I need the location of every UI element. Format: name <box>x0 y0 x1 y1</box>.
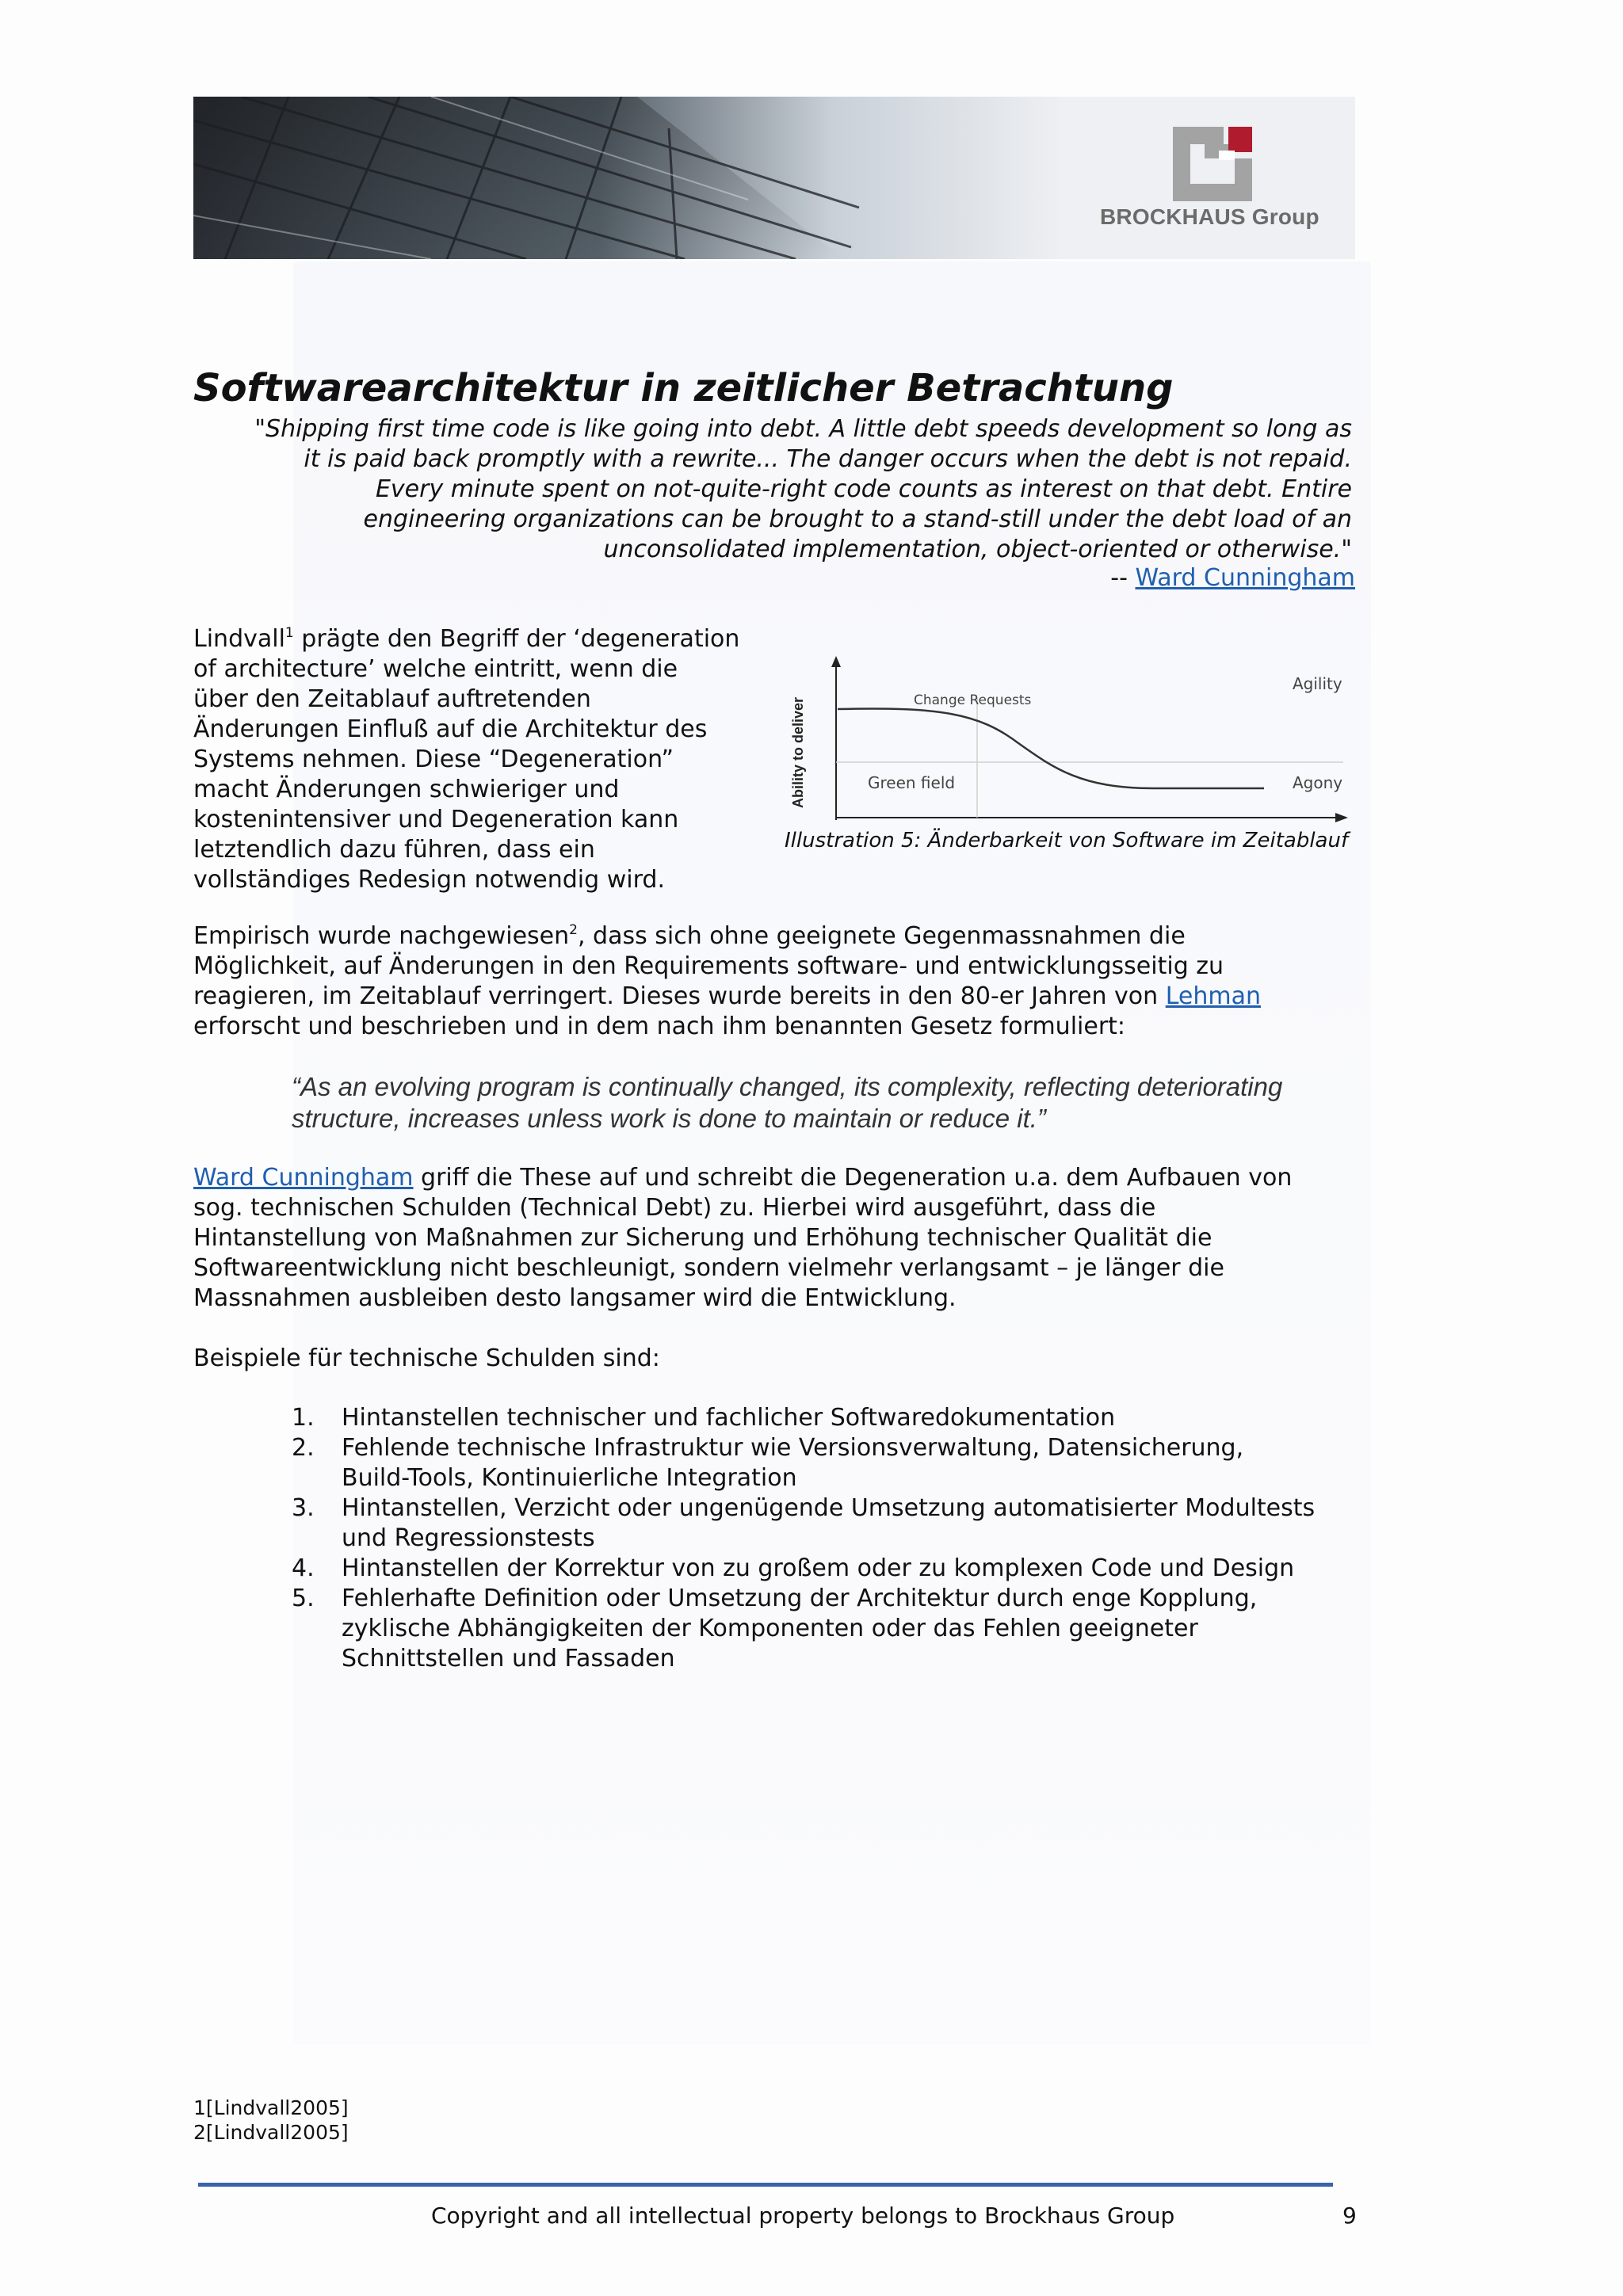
para3-line: Hintanstellung von Maßnahmen zur Sicherung und Erhöhung technischer Qualität die <box>193 1224 1212 1252</box>
paragraph-empirical <box>193 921 1261 1042</box>
para1-line: Systems nehmen. Diese “Degeneration” <box>193 746 674 773</box>
ward-cunningham-link[interactable]: Ward Cunningham <box>1135 564 1355 592</box>
list-item-line: Hintanstellen technischer und fachlicher Softwaredokumentation <box>342 1404 1116 1432</box>
quote-line: it is paid back promptly with a rewrite... The danger occurs when the debt is not repaid. <box>304 445 1352 473</box>
para1-line: über den Zeitablauf auftretenden <box>193 685 591 713</box>
para2-text: Empirisch wurde nachgewiesen <box>193 922 570 950</box>
para1-line: Änderungen Einfluß auf die Architektur des <box>193 715 708 743</box>
curve-label: Change Requests <box>914 692 1032 708</box>
para1-line: of architecture’ welche eintritt, wenn die <box>193 655 678 683</box>
attribution-prefix: -- <box>1110 564 1136 592</box>
list-item <box>292 1433 1315 1493</box>
agony-label: Agony <box>1293 773 1343 792</box>
agility-label: Agility <box>1293 674 1342 693</box>
list-item <box>292 1584 1315 1674</box>
quote-line: unconsolidated implementation, object-oriented or otherwise." <box>603 536 1352 563</box>
list-number: 3. <box>292 1494 315 1522</box>
footer-divider <box>198 2183 1333 2187</box>
list-item-line: Fehlerhafte Definition oder Umsetzung der Architektur durch enge Kopplung, <box>342 1585 1258 1612</box>
list-number: 2. <box>292 1434 315 1462</box>
intro-quote <box>193 414 1352 565</box>
examples-intro: Beispiele für technische Schulden sind: <box>193 1344 660 1372</box>
para3-line: Softwareentwicklung nicht beschleunigt, sondern vielmehr verlangsamt – je länger die <box>193 1254 1224 1282</box>
list-number: 4. <box>292 1554 315 1582</box>
y-axis-label: Ability to deliver <box>790 696 806 809</box>
para2-line: Möglichkeit, auf Änderungen in den Requirements software- und entwicklungsseitig zu <box>193 952 1224 980</box>
list-item-line: Fehlende technische Infrastruktur wie Versionsverwaltung, Datensicherung, <box>342 1434 1244 1462</box>
list-item-line: Build-Tools, Kontinuierliche Integration <box>342 1464 797 1492</box>
list-item-line: und Regressionstests <box>342 1524 595 1552</box>
para1-line: macht Änderungen schwieriger und <box>193 776 620 803</box>
agility-curve-diagram <box>781 650 1355 824</box>
footnote-ref-2[interactable]: 2 <box>569 922 578 938</box>
para1-line: letztendlich dazu führen, dass ein <box>193 836 595 864</box>
para3-line: sog. technischen Schulden (Technical Debt) zu. Hierbei wird ausgeführt, dass die <box>193 1194 1156 1222</box>
page-number: 9 <box>1342 2203 1357 2229</box>
lehman-link[interactable]: Lehman <box>1165 982 1261 1010</box>
footnote-ref-1[interactable]: 1 <box>285 625 294 641</box>
para2-line: erforscht und beschrieben und in dem nach ihm benannten Gesetz formuliert: <box>193 1013 1126 1040</box>
paragraph-technical-debt <box>193 1163 1292 1314</box>
quote-line: "Shipping first time code is like going into debt. A little debt speeds development so long as <box>254 415 1352 443</box>
lehman-quote-line: structure, increases unless work is done to maintain or reduce it.” <box>292 1104 1046 1133</box>
para2-text: , dass sich ohne geeignete Gegenmassnahmen die <box>577 922 1186 950</box>
list-item-line: Schnittstellen und Fassaden <box>342 1645 675 1672</box>
para3-line: Massnahmen ausbleiben desto langsamer wird die Entwicklung. <box>193 1284 957 1312</box>
copyright-notice: Copyright and all intellectual property belongs to Brockhaus Group <box>431 2203 1175 2229</box>
y-axis-arrow <box>831 656 841 667</box>
quote-attribution <box>193 564 1355 592</box>
page-title: Softwarearchitektur in zeitlicher Betrachtung <box>193 366 1174 410</box>
list-number: 5. <box>292 1585 315 1612</box>
x-axis-arrow <box>1335 813 1348 822</box>
list-item <box>292 1403 1315 1433</box>
para1-lead: Lindvall <box>193 625 285 653</box>
quote-line: engineering organizations can be brought to a stand-still under the debt load of an <box>363 505 1352 533</box>
lehman-quote-line: “As an evolving program is continually changed, its complexity, reflecting deteriorating <box>292 1072 1283 1101</box>
footnotes <box>193 2096 349 2145</box>
list-item-line: Hintanstellen, Verzicht oder ungenügende Umsetzung automatisierter Modultests <box>342 1494 1316 1522</box>
list-item-line: zyklische Abhängigkeiten der Komponenten oder das Fehlen geeigneter <box>342 1615 1198 1642</box>
technical-debt-list <box>292 1403 1315 1674</box>
list-number: 1. <box>292 1404 315 1432</box>
lehman-law-quote <box>292 1071 1282 1135</box>
footnote-1: 1[Lindvall2005] <box>193 2096 349 2119</box>
ward-cunningham-link-2[interactable]: Ward Cunningham <box>193 1164 414 1192</box>
degeneration-figure <box>781 650 1355 856</box>
list-item <box>292 1554 1315 1584</box>
quote-line: Every minute spent on not-quite-right code counts as interest on that debt. Entire <box>375 475 1352 503</box>
paragraph-lindvall <box>193 624 739 895</box>
footnote-2: 2[Lindvall2005] <box>193 2121 349 2144</box>
brockhaus-logo-icon <box>1173 127 1252 201</box>
brand-name: BROCKHAUS Group <box>1100 204 1319 229</box>
figure-caption: Illustration 5: Änderbarkeit von Software im Zeitablauf <box>785 829 1349 852</box>
list-item-line: Hintanstellen der Korrektur von zu großem oder zu komplexen Code und Design <box>342 1554 1295 1582</box>
list-item <box>292 1493 1315 1554</box>
para3-text: griff die These auf und schreibt die Degeneration u.a. dem Aufbauen von <box>413 1164 1293 1192</box>
para1-line: kostenintensiver und Degeneration kann <box>193 806 679 833</box>
green-field-label: Green field <box>868 773 956 792</box>
para2-text: reagieren, im Zeitablauf verringert. Dieses wurde bereits in den 80-er Jahren von <box>193 982 1166 1010</box>
para1-line: vollständiges Redesign notwendig wird. <box>193 866 665 894</box>
para1-line: prägte den Begriff der ‘degeneration <box>293 625 740 653</box>
